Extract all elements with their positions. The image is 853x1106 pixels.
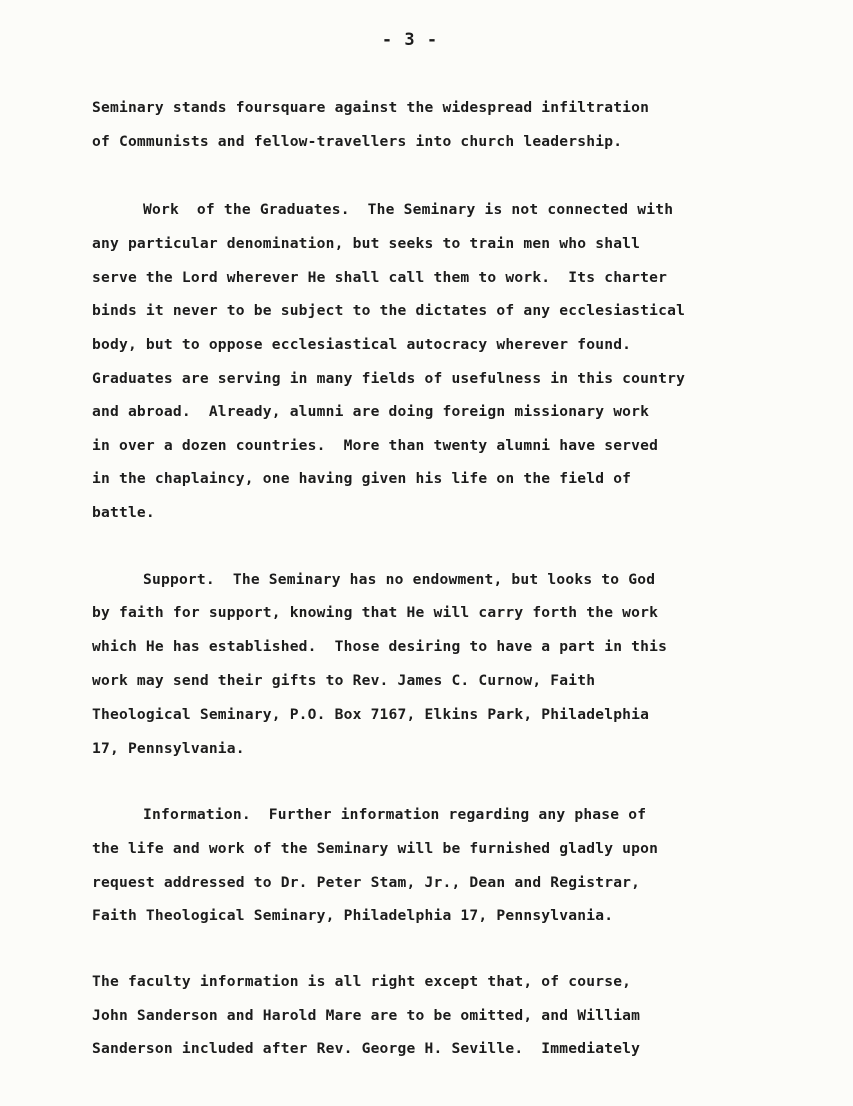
paragraph-2-line-5: body, but to oppose ecclesiastical autocracy wherever found.	[92, 336, 632, 353]
paragraph-1-line-1: Seminary stands foursquare against the widespread infiltration	[92, 99, 650, 116]
paragraph-2-line-7: and abroad. Already, alumni are doing foreign missionary work	[92, 403, 650, 420]
paragraph-4-line-2: the life and work of the Seminary will be furnished gladly upon	[92, 840, 659, 857]
paragraph-3-line-3: which He has established. Those desiring to have a part in this	[92, 638, 668, 655]
paragraph-2-line-4: binds it never to be subject to the dictates of any ecclesiastical	[92, 302, 686, 319]
paragraph-4-line-3: request addressed to Dr. Peter Stam, Jr., Dean and Registrar,	[92, 874, 641, 891]
paragraph-3-line-5: Theological Seminary, P.O. Box 7167, Elkins Park, Philadelphia	[92, 706, 650, 723]
paragraph-1-line-2: of Communists and fellow-travellers into church leadership.	[92, 133, 623, 150]
paragraph-2-line-9: in the chaplaincy, one having given his life on the field of	[92, 470, 632, 487]
paragraph-5-line-1: The faculty information is all right except that, of course,	[92, 973, 632, 990]
paragraph-2-line-10: battle.	[92, 504, 155, 521]
paragraph-3-line-2: by faith for support, knowing that He will carry forth the work	[92, 604, 659, 621]
paragraph-3-line-4: work may send their gifts to Rev. James C. Curnow, Faith	[92, 672, 596, 689]
paragraph-2-line-3: serve the Lord wherever He shall call them to work. Its charter	[92, 269, 668, 286]
paragraph-2-line-1: Work of the Graduates. The Seminary is not connected with	[143, 201, 674, 218]
page-number: - 3 -	[381, 30, 439, 50]
paragraph-2-line-8: in over a dozen countries. More than twenty alumni have served	[92, 437, 659, 454]
paragraph-4-line-1: Information. Further information regarding any phase of	[143, 806, 647, 823]
paragraph-5-line-3: Sanderson included after Rev. George H. Seville. Immediately	[92, 1040, 641, 1057]
paragraph-4-line-4: Faith Theological Seminary, Philadelphia 17, Pennsylvania.	[92, 907, 614, 924]
paragraph-3-line-1: Support. The Seminary has no endowment, but looks to God	[143, 571, 656, 588]
paragraph-2-line-6: Graduates are serving in many fields of usefulness in this country	[92, 370, 686, 387]
paragraph-3-line-6: 17, Pennsylvania.	[92, 740, 245, 757]
paragraph-5-line-2: John Sanderson and Harold Mare are to be omitted, and William	[92, 1007, 641, 1024]
paragraph-2-line-2: any particular denomination, but seeks to train men who shall	[92, 235, 641, 252]
